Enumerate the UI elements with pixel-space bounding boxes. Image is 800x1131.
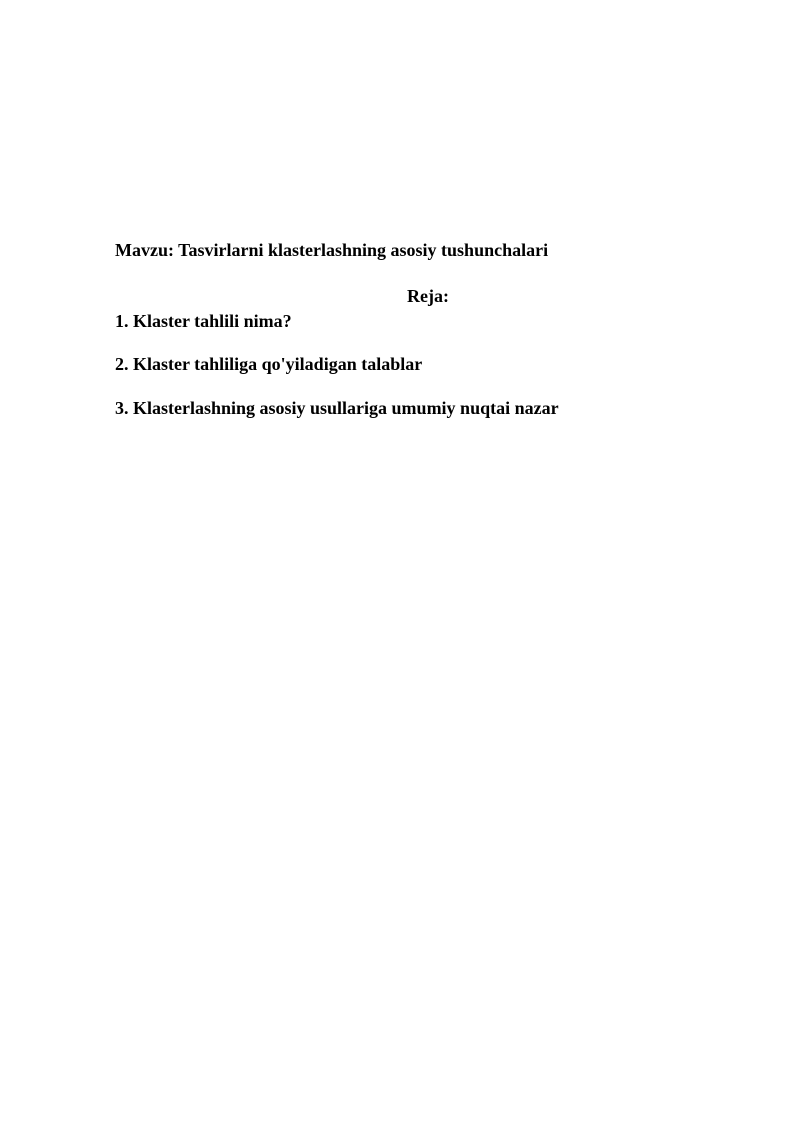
plan-item-3: 3. Klasterlashning asosiy usullariga umumiy nuqtai nazar	[115, 398, 559, 418]
topic-title: Mavzu: Tasvirlarni klasterlashning asosiy tushunchalari	[115, 240, 549, 260]
plan-heading: Reja:	[407, 286, 449, 306]
plan-item-2: 2. Klaster tahliliga qo'yiladigan talablar	[115, 354, 423, 374]
plan-item-1: 1. Klaster tahlili nima?	[115, 311, 292, 331]
